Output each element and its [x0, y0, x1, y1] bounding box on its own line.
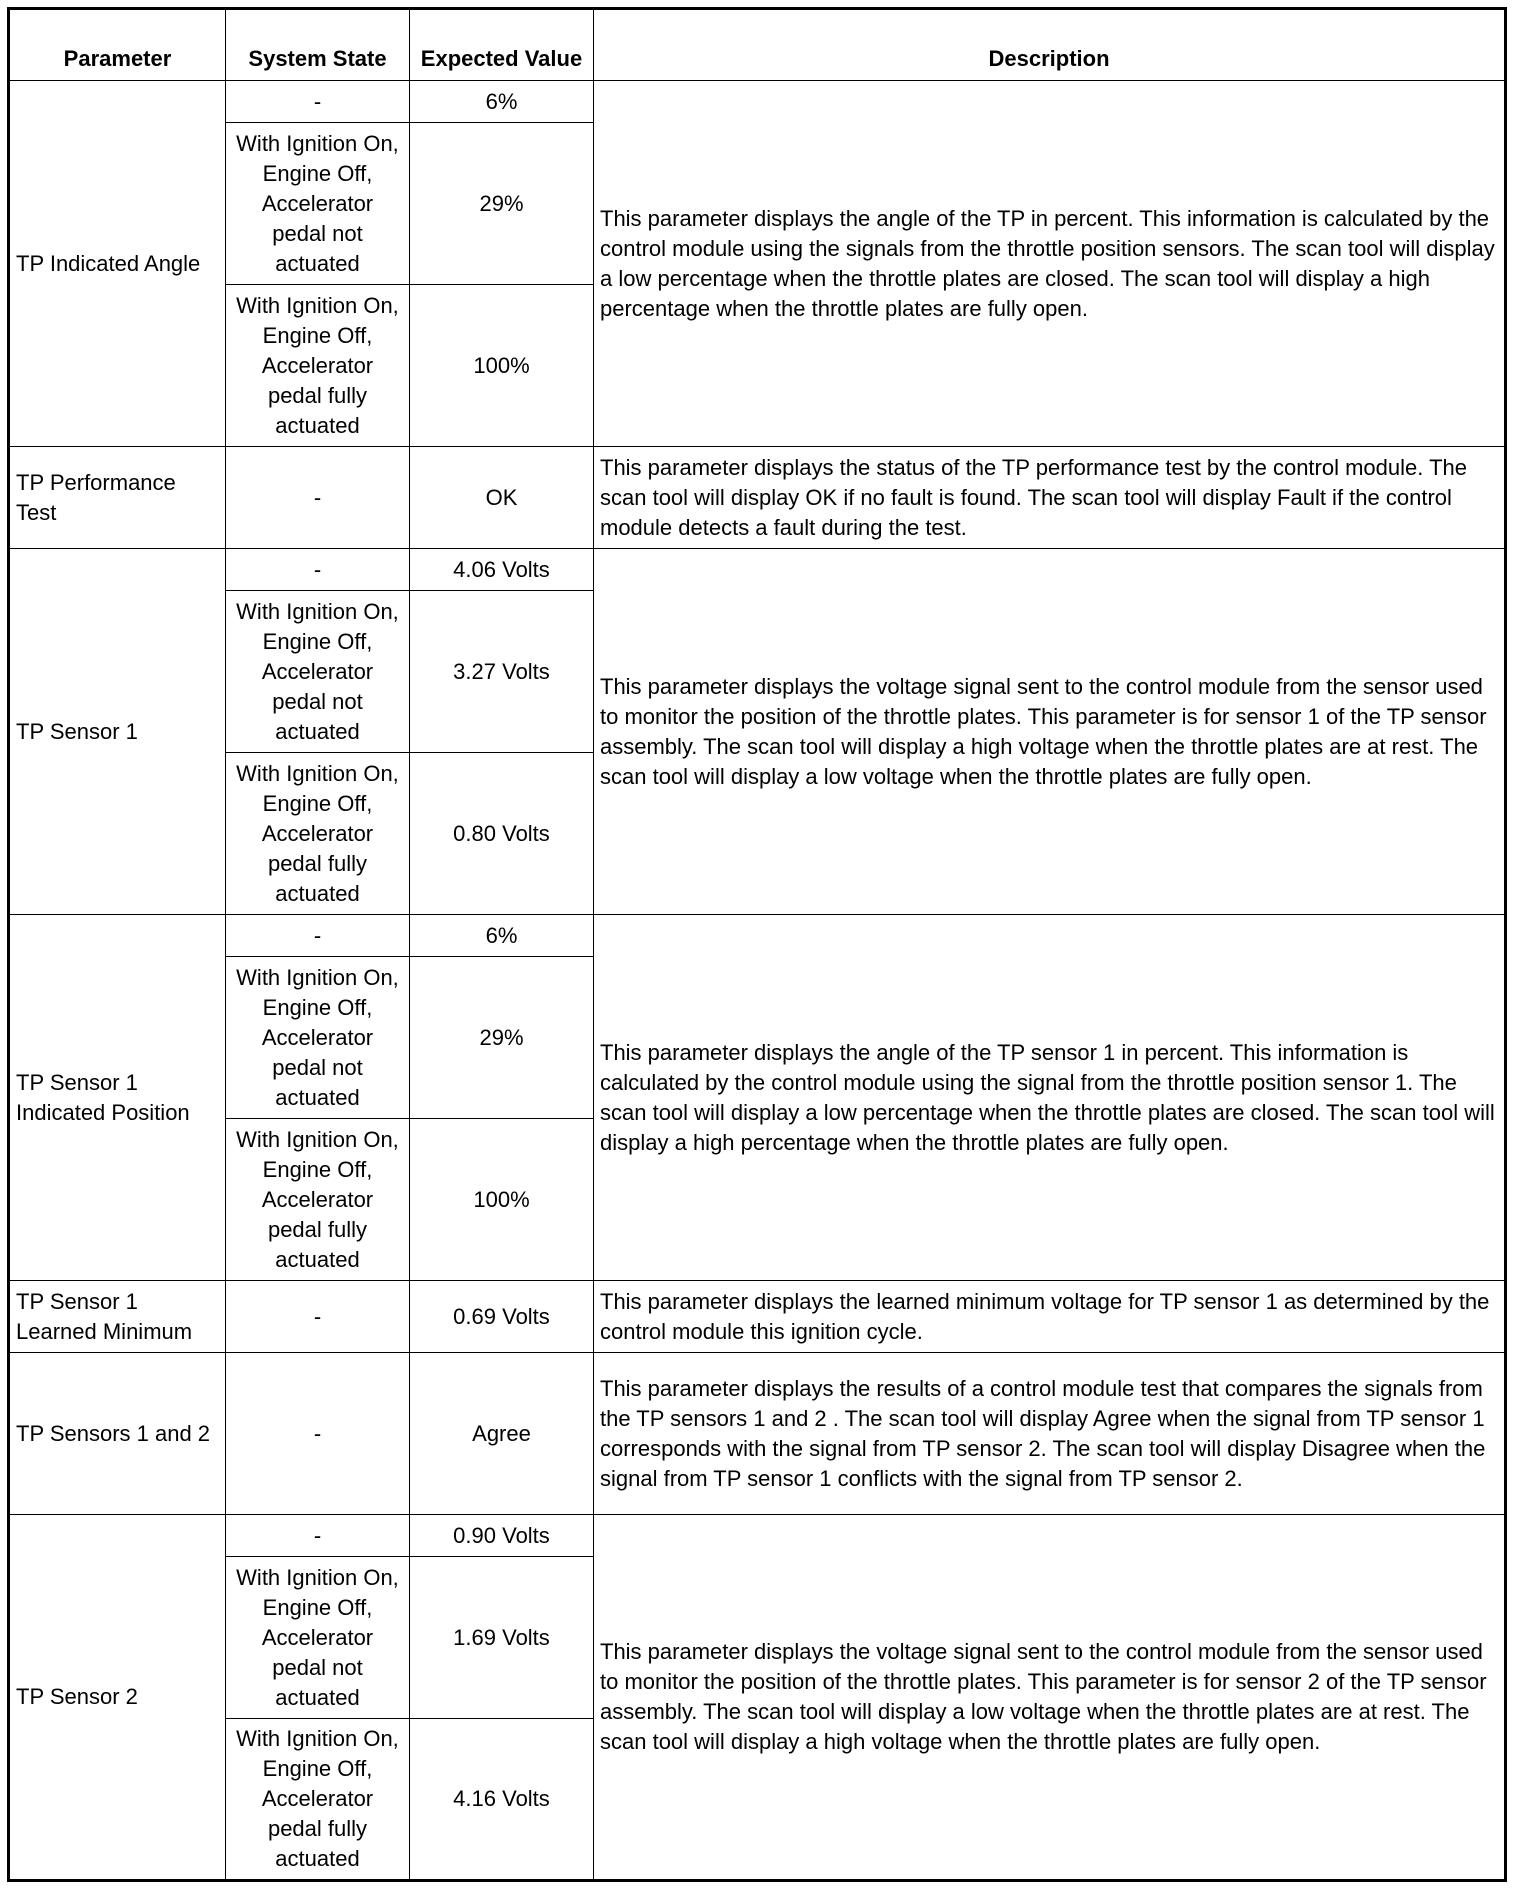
expected-value-cell: 100% [410, 285, 594, 447]
table-row [9, 447, 1506, 549]
parameter-table [7, 7, 1507, 1882]
description-cell: This parameter displays the voltage signal sent to the control module from the sensor used to monitor the position of the throttle plates. This parameter is for sensor 2 of the TP sensor assembly. The scan tool will display a low voltage when the throttle plates are at rest. The scan tool will display a high voltage when the throttle plates are fully open. [594, 1515, 1506, 1881]
system-state-cell: With Ignition On, Engine Off, Accelerator pedal fully actuated [226, 753, 410, 915]
expected-value-cell: 6% [410, 915, 594, 957]
description-cell: This parameter displays the angle of the TP sensor 1 in percent. This information is calculated by the control module using the signal from the throttle position sensor 1. The scan tool will display a low percentage when the throttle plates are closed. The scan tool will display a high percentage when the throttle plates are fully open. [594, 915, 1506, 1281]
system-state-cell: With Ignition On, Engine Off, Accelerator pedal not actuated [226, 1557, 410, 1719]
expected-value-cell: OK [410, 447, 594, 549]
system-state-cell: With Ignition On, Engine Off, Accelerator pedal fully actuated [226, 285, 410, 447]
system-state-cell: - [226, 447, 410, 549]
expected-value-cell: 3.27 Volts [410, 591, 594, 753]
expected-value-cell: Agree [410, 1353, 594, 1515]
system-state-cell: With Ignition On, Engine Off, Accelerator pedal fully actuated [226, 1119, 410, 1281]
table-row [9, 1353, 1506, 1515]
system-state-cell: - [226, 915, 410, 957]
table-row [9, 549, 1506, 591]
system-state-cell: - [226, 1281, 410, 1353]
expected-value-cell: 0.80 Volts [410, 753, 594, 915]
system-state-cell: With Ignition On, Engine Off, Accelerator pedal not actuated [226, 957, 410, 1119]
table-row [9, 915, 1506, 957]
header-parameter: Parameter [9, 9, 226, 81]
parameter-cell: TP Sensors 1 and 2 [9, 1353, 226, 1515]
expected-value-cell: 6% [410, 81, 594, 123]
expected-value-cell: 100% [410, 1119, 594, 1281]
table-row [9, 81, 1506, 123]
parameter-cell: TP Sensor 1 [9, 549, 226, 915]
header-system-state: System State [226, 9, 410, 81]
parameter-cell: TP Sensor 1 Indicated Position [9, 915, 226, 1281]
system-state-cell: - [226, 81, 410, 123]
expected-value-cell: 29% [410, 123, 594, 285]
table-row [9, 1515, 1506, 1557]
parameter-cell: TP Performance Test [9, 447, 226, 549]
description-cell: This parameter displays the angle of the TP in percent. This information is calculated by the control module using the signals from the throttle position sensors. The scan tool will display a low percentage when the throttle plates are closed. The scan tool will display a high percentage when the throttle plates are fully open. [594, 81, 1506, 447]
parameter-cell: TP Sensor 1 Learned Minimum [9, 1281, 226, 1353]
header-expected-value: Expected Value [410, 9, 594, 81]
system-state-cell: With Ignition On, Engine Off, Accelerator pedal not actuated [226, 123, 410, 285]
expected-value-cell: 0.69 Volts [410, 1281, 594, 1353]
description-cell: This parameter displays the learned minimum voltage for TP sensor 1 as determined by the control module this ignition cycle. [594, 1281, 1506, 1353]
system-state-cell: With Ignition On, Engine Off, Accelerator pedal not actuated [226, 591, 410, 753]
expected-value-cell: 0.90 Volts [410, 1515, 594, 1557]
system-state-cell: - [226, 549, 410, 591]
header-description: Description [594, 9, 1506, 81]
system-state-cell: - [226, 1353, 410, 1515]
system-state-cell: With Ignition On, Engine Off, Accelerator pedal fully actuated [226, 1719, 410, 1881]
description-cell: This parameter displays the status of the TP performance test by the control module. The scan tool will display OK if no fault is found. The scan tool will display Fault if the control module detects a fault during the test. [594, 447, 1506, 549]
expected-value-cell: 4.06 Volts [410, 549, 594, 591]
parameter-cell: TP Indicated Angle [9, 81, 226, 447]
table-row [9, 1281, 1506, 1353]
header-row [9, 9, 1506, 81]
expected-value-cell: 1.69 Volts [410, 1557, 594, 1719]
expected-value-cell: 29% [410, 957, 594, 1119]
parameter-cell: TP Sensor 2 [9, 1515, 226, 1881]
expected-value-cell: 4.16 Volts [410, 1719, 594, 1881]
system-state-cell: - [226, 1515, 410, 1557]
description-cell: This parameter displays the voltage signal sent to the control module from the sensor used to monitor the position of the throttle plates. This parameter is for sensor 1 of the TP sensor assembly. The scan tool will display a high voltage when the throttle plates are at rest. The scan tool will display a low voltage when the throttle plates are fully open. [594, 549, 1506, 915]
description-cell: This parameter displays the results of a control module test that compares the signals from the TP sensors 1 and 2 . The scan tool will display Agree when the signal from TP sensor 1 corresponds with the signal from TP sensor 2. The scan tool will display Disagree when the signal from TP sensor 1 conflicts with the signal from TP sensor 2. [594, 1353, 1506, 1515]
